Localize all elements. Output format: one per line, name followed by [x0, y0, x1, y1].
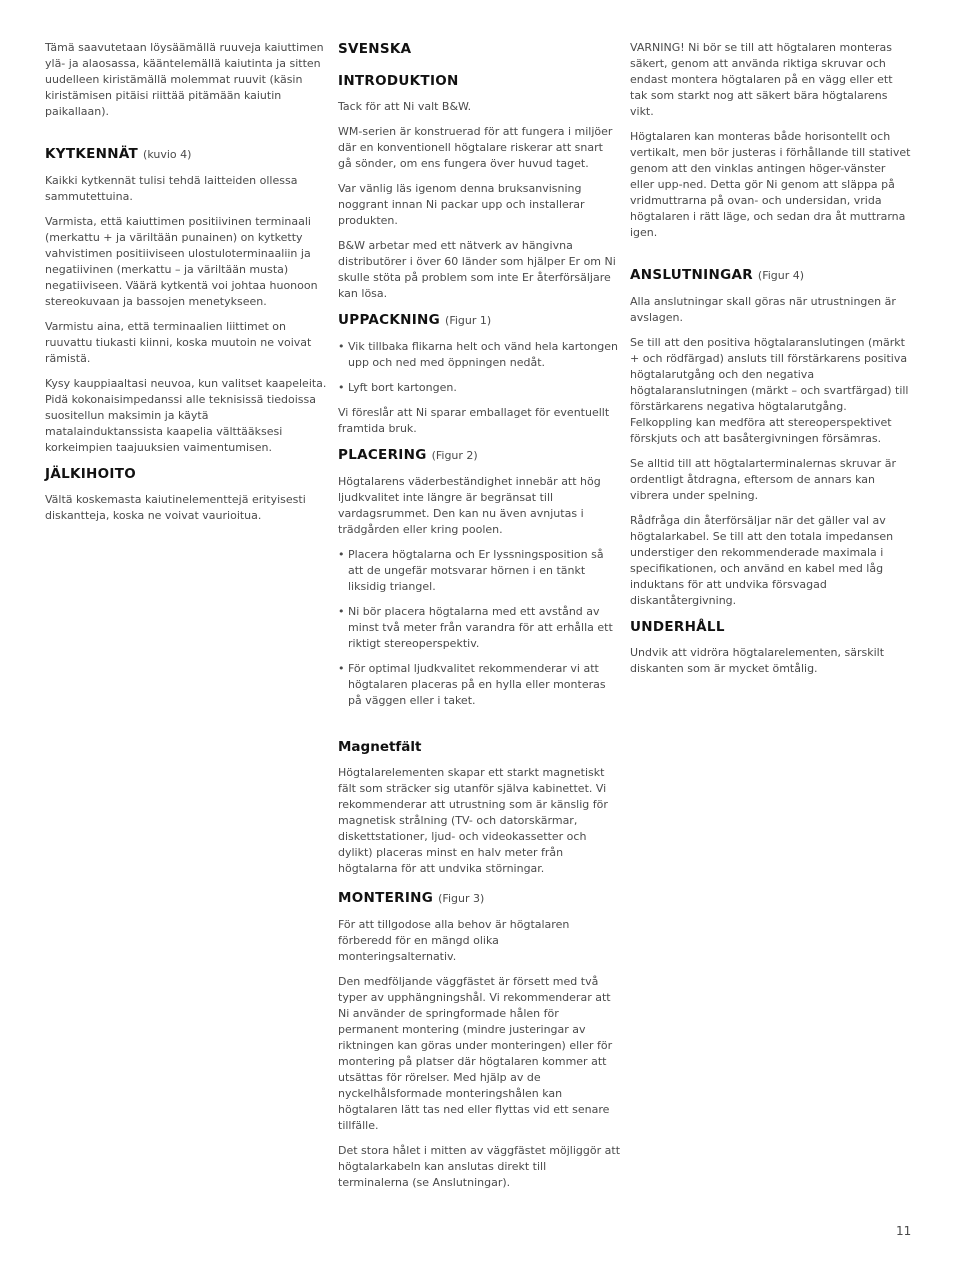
bullet-item: • Ni bör placera högtalarna med ett avstånd av minst två meter från varandra för att erhålla ett riktigt stereoperspektiv. [338, 604, 620, 652]
paragraph: Se till att den positiva högtalaranslutingen (märkt + och rödfärgad) ansluts till förstärkarens positiva högtalarutgång och den negativa högtalaranslutningen (märkt – och svartfärgad) till förstärkarens negativa högtalarutgång. Felkoppling kan medföra att stereoperspektivet förskjuts och att basåtergivningen försämras. [630, 336, 909, 445]
section-heading-anslutningar [630, 266, 912, 285]
paragraph: Den medföljande väggfästet är försett med två typer av upphängningshål. Vi rekommenderar att Ni använder de springformade hålen för permanent montering (mindre justeringar av riktningen kan göras under monteringen) eller för montering på platser där högtalaren kommer att utsättas för rörelser. Med hjälp av de nyckelhålsformade monteringshålen kan högtalaren lätt tas ned eller flyttas vid ett senare tillfälle. [338, 975, 613, 1132]
intro-paragraph: Tämä saavutetaan löysäämällä ruuveja kaiuttimen ylä- ja alaosassa, kääntelemällä kaiutinta ja sitten uudelleen kiristämällä molemmat ruuvit (käsin kiristämisen pitäisi riittää pitämään kaiutin paikallaan). [45, 41, 324, 118]
section-heading-jalkihoito: JÄLKIHOITO [45, 466, 137, 482]
column-finnish [45, 40, 327, 533]
paragraph: Rådfråga din återförsäljar när det gäller val av högtalarkabel. Se till att den totala impedansen understiger den rekommenderade maximala i specifikationen, och använd en kabel med låg induktans för att undvika försvagad diskantåtergivning. [630, 514, 894, 607]
warning-paragraph: VARNING! Ni bör se till att högtalaren monteras säkert, genom att använda riktiga skruvar och endast montera högtalaren på en vägg eller ett tak som starkt nog att säkert bära högtalarens vikt. [630, 41, 893, 118]
section-heading-uppackning [338, 311, 620, 330]
bullet-list [338, 547, 620, 709]
paragraph: Högtalarelementen skapar ett starkt magnetiskt fält som sträcker sig utanför själva kabinettet. Vi rekommenderar att utrustning som är känslig för magnetisk strålning (TV- och datorskärmar, diskettstationer, ljud- och videokassetter och dylikt) placeras minst en halv meter från högtalarna för att undvika störningar. [338, 766, 608, 875]
bullet-item: • Lyft bort kartongen. [338, 380, 620, 396]
section-heading-magnetfalt: Magnetfält [338, 739, 422, 755]
paragraph: Det stora hålet i mitten av väggfästet möjliggör att högtalarkabeln kan anslutas direkt till terminalerna (se Anslutningar). [338, 1144, 621, 1189]
paragraph: Var vänlig läs igenom denna bruksanvisning noggrant innan Ni packar upp och installerar produkten. [338, 182, 585, 227]
column-swedish-1 [338, 40, 620, 1200]
figure-reference: (Figur 4) [757, 269, 805, 282]
paragraph: Undvik att vidröra högtalarelementen, särskilt diskanten som är mycket ömtålig. [630, 646, 885, 675]
paragraph: Tack för att Ni valt B&W. [338, 100, 472, 113]
column-swedish-2 [630, 40, 912, 686]
bullet-item: • Vik tillbaka flikarna helt och vänd hela kartongen upp och ned med öppningen nedåt. [338, 339, 620, 371]
heading-text: ANSLUTNINGAR [630, 267, 753, 283]
paragraph: Varmista, että kaiuttimen positiivinen terminaali (merkattu + ja väriltään punainen) on kytketty vahvistimen positiiviseen ulostuloterminaaliin ja negatiivinen (merkattu – ja väriltään musta) negatiiviseen. Väärä kytkentä voi johtaa huonoon stereokuvaan ja bassojen menetykseen. [45, 215, 318, 308]
figure-reference: (kuvio 4) [143, 148, 192, 161]
paragraph: Högtalarens väderbeständighet innebär att hög ljudkvalitet inte längre är begränsat till vardagsrummet. Den kan nu även avnjutas i trädgården eller kring poolen. [338, 475, 601, 536]
paragraph: För att tillgodose alla behov är högtalaren förberedd för en mängd olika monteringsalternativ. [338, 918, 570, 963]
section-heading-underhall: UNDERHÅLL [630, 619, 725, 635]
heading-text: PLACERING [338, 447, 427, 463]
section-heading-montering [338, 889, 620, 908]
paragraph: Högtalaren kan monteras både horisontellt och vertikalt, men bör justeras i förhållande till stativet genom att den vinklas antingen höger-vänster eller upp-ned. Detta gör Ni genom att släppa på vridmuttrarna på ovan- och undersidan, vrida högtalaren i rätt läge, och sedan dra åt muttrarna igen. [630, 130, 911, 239]
paragraph: WM-serien är konstruerad för att fungera i miljöer där en konventionell högtalare riskerar att snart gå sönder, om ens fungera över huvud taget. [338, 125, 613, 170]
figure-reference: (Figur 2) [431, 449, 478, 462]
paragraph: Kaikki kytkennät tulisi tehdä laitteiden ollessa sammutettuina. [45, 174, 298, 203]
paragraph: Varmistu aina, että terminaalien liittimet on ruuvattu tiukasti kiinni, koska muutoin ne voivat rämistä. [45, 320, 312, 365]
page-number: 11 [896, 1224, 912, 1238]
bullet-list [338, 339, 620, 396]
heading-text: UPPACKNING [338, 312, 441, 328]
paragraph: Se alltid till att högtalarterminalernas skruvar är ordentligt åtdragna, eftersom de annars kan vibrera under spelning. [630, 457, 896, 502]
heading-text: MONTERING [338, 890, 434, 906]
paragraph: Vältä koskemasta kaiutinelementtejä erityisesti diskantteja, koska ne voivat vaurioitua. [45, 493, 306, 522]
figure-reference: (Figur 3) [438, 892, 485, 905]
paragraph: Alla anslutningar skall göras när utrustningen är avslagen. [630, 295, 896, 324]
bullet-item: • Placera högtalarna och Er lyssningsposition så att de ungefär motsvarar hörnen i en tänkt liksidig triangel. [338, 547, 620, 595]
language-heading: SVENSKA [338, 41, 412, 57]
paragraph: B&W arbetar med ett nätverk av hängivna distributörer i över 60 länder som hjälper Er om Ni skulle stöta på problem som inte Er återförsäljare kan lösa. [338, 239, 616, 300]
section-heading-placering [338, 446, 620, 465]
paragraph: Kysy kauppiaaltasi neuvoa, kun valitset kaapeleita. Pidä kokonaisimpedanssi alle teknisissä tiedoissa suositellun maksimin ja käytä matalainduktanssista kaapelia välttääksesi korkeimpien taajuuksien vaimentumisen. [45, 377, 327, 454]
bullet-item: • För optimal ljudkvalitet rekommenderar vi att högtalaren placeras på en hylla eller monteras på väggen eller i taket. [338, 661, 620, 709]
paragraph: Vi föreslår att Ni sparar emballaget för eventuellt framtida bruk. [338, 406, 610, 435]
section-heading-kytkennat [45, 145, 327, 164]
section-heading-introduktion: INTRODUKTION [338, 73, 459, 89]
figure-reference: (Figur 1) [445, 314, 492, 327]
heading-text: KYTKENNÄT [45, 146, 139, 162]
